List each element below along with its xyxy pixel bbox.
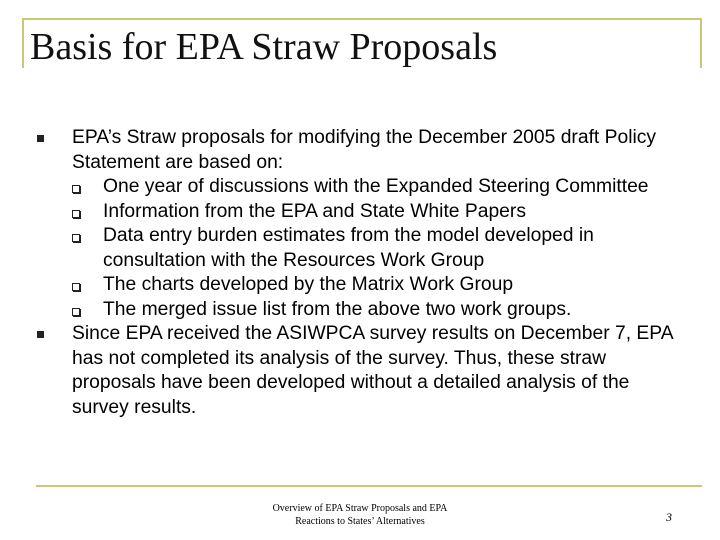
footer-divider xyxy=(36,485,702,487)
page-number: 3 xyxy=(666,510,672,524)
hollow-square-bullet-icon xyxy=(72,308,80,316)
hollow-square-bullet-icon xyxy=(72,210,80,218)
sub-bullet-list xyxy=(72,175,684,322)
sub-bullet-text: Data entry burden estimates from the model developed in consultation with the Resources Work Group xyxy=(103,225,594,271)
sub-bullet-text: Information from the EPA and State White Papers xyxy=(103,200,526,222)
footer-caption xyxy=(190,502,530,528)
square-bullet-icon xyxy=(37,135,44,142)
bullet-text: Since EPA received the ASIWPCA survey results on December 7, EPA has not completed its analysis of the survey. Thus, these straw proposals have been developed without a detailed analysis of the survey results. xyxy=(72,323,673,418)
sub-bullet-item xyxy=(72,273,684,298)
title-frame-right-border xyxy=(700,18,702,68)
bullet-item xyxy=(34,322,684,420)
sub-bullet-item xyxy=(72,175,684,200)
hollow-square-bullet-icon xyxy=(72,234,80,242)
square-bullet-icon xyxy=(37,331,44,338)
footer-line-1: Overview of EPA Straw Proposals and EPA xyxy=(272,503,448,514)
slide-body xyxy=(34,126,684,420)
footer-line-2: Reactions to States’ Alternatives xyxy=(295,516,425,527)
title-frame-left-border xyxy=(22,18,24,68)
sub-bullet-text: One year of discussions with the Expanded Steering Committee xyxy=(103,176,649,197)
slide-title: Basis for EPA Straw Proposals xyxy=(30,26,498,68)
bullet-item xyxy=(34,126,684,322)
hollow-square-bullet-icon xyxy=(72,185,80,193)
sub-bullet-text: The charts developed by the Matrix Work Group xyxy=(103,274,514,295)
bullet-text: EPA’s Straw proposals for modifying the December 2005 draft Policy Statement are based on: xyxy=(72,127,657,173)
hollow-square-bullet-icon xyxy=(72,283,80,291)
sub-bullet-item xyxy=(72,200,684,225)
title-frame-top-border xyxy=(22,18,702,20)
sub-bullet-item xyxy=(72,298,684,323)
sub-bullet-item xyxy=(72,224,684,273)
sub-bullet-text: The merged issue list from the above two work groups. xyxy=(103,298,572,320)
